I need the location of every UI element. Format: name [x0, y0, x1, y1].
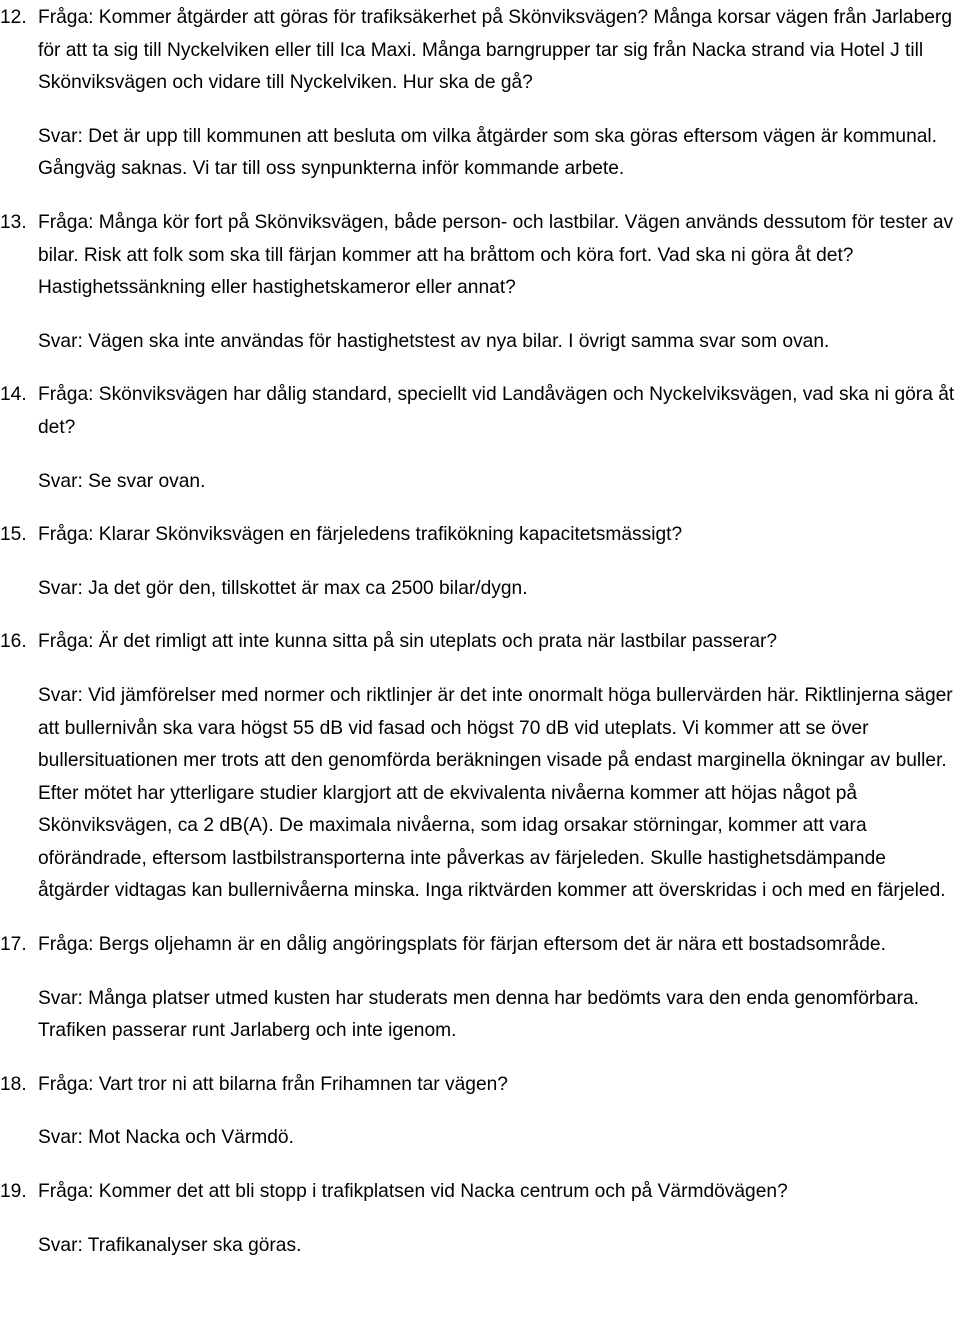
qa-item-14 [0, 379, 960, 498]
answer-text: Svar: Trafikanalyser ska göras. [38, 1234, 302, 1256]
qa-item-12 [0, 2, 960, 186]
item-number: 15. [0, 524, 27, 546]
item-number: 19. [0, 1181, 27, 1203]
answer-text: Svar: Se svar ovan. [38, 470, 206, 492]
item-number: 18. [0, 1073, 27, 1095]
question-text: Fråga: Klarar Skönviksvägen en färjeledens trafikökning kapacitetsmässigt? [38, 524, 683, 546]
question-text: Fråga: Är det rimligt att inte kunna sitta på sin uteplats och prata när lastbilar passerar? [38, 631, 778, 653]
answer-text: Svar: Vid jämförelser med normer och riktlinjer är det inte onormalt höga bullervärden här. Riktlinjerna säger att bullernivån ska vara högst 55 dB vid fasad och högst 70 dB vid uteplats. Vi kommer att se över bullersituationen mer trots att den genomförda beräkningen visade på endast marginella ökningar av buller. Efter mötet har ytterligare studier klargjort att de ekvivalenta nivåerna kommer att höjas något på Skönviksvägen, ca 2 dB(A). De maximala nivåerna, som idag orsakar störningar, kommer att vara oförändrade, eftersom lastbilstransporterna inte påverkas av färjeleden. Skulle hastighetsdämpande åtgärder vidtagas kan bullernivåerna minska. Inga riktvärden kommer att överskridas i och med en färjeled. [38, 684, 953, 902]
qa-item-16 [0, 626, 960, 908]
answer-text: Svar: Det är upp till kommunen att besluta om vilka åtgärder som ska göras eftersom vägen är kommunal. Gångväg saknas. Vi tar till oss synpunkterna inför kommande arbete. [38, 125, 938, 180]
qa-item-19 [0, 1176, 960, 1262]
qa-item-17 [0, 929, 960, 1048]
item-number: 17. [0, 934, 27, 956]
answer-text: Svar: Ja det gör den, tillskottet är max ca 2500 bilar/dygn. [38, 577, 528, 599]
question-text: Fråga: Vart tror ni att bilarna från Frihamnen tar vägen? [38, 1073, 508, 1095]
answer-text: Svar: Mot Nacka och Värmdö. [38, 1127, 294, 1149]
item-number: 12. [0, 7, 27, 28]
qa-item-18 [0, 1069, 960, 1155]
item-number: 16. [0, 631, 27, 653]
item-number: 13. [0, 211, 27, 233]
answer-text: Svar: Vägen ska inte användas för hastighetstest av nya bilar. I övrigt samma svar som ovan. [38, 330, 830, 352]
answer-text: Svar: Många platser utmed kusten har studerats men denna har bedömts vara den enda genomförbara. Trafiken passerar runt Jarlaberg och inte igenom. [38, 987, 920, 1042]
question-text: Fråga: Kommer åtgärder att göras för trafiksäkerhet på Skönviksvägen? Många korsar vägen från Jarlaberg för att ta sig till Nyckelviken eller till Ica Maxi. Många barngrupper tar sig från Nacka strand via Hotel J till Skönviksvägen och vidare till Nyckelviken. Hur ska de gå? [38, 7, 952, 94]
question-text: Fråga: Kommer det att bli stopp i trafikplatsen vid Nacka centrum och på Värmdövägen? [38, 1181, 788, 1203]
question-text: Fråga: Bergs oljehamn är en dålig angöringsplats för färjan eftersom det är nära ett bostadsområde. [38, 934, 886, 956]
qa-item-15 [0, 519, 960, 605]
question-text: Fråga: Många kör fort på Skönviksvägen, både person- och lastbilar. Vägen används dessutom för tester av bilar. Risk att folk som ska till färjan kommer att ha bråttom och köra fort. Vad ska ni göra åt det? Hastighetssänkning eller hastighetskameror eller annat? [38, 211, 954, 299]
qa-item-13 [0, 207, 960, 358]
question-text: Fråga: Skönviksvägen har dålig standard, speciellt vid Landåvägen och Nyckelviksvägen, vad ska ni göra åt det? [38, 384, 955, 438]
item-number: 14. [0, 384, 27, 406]
